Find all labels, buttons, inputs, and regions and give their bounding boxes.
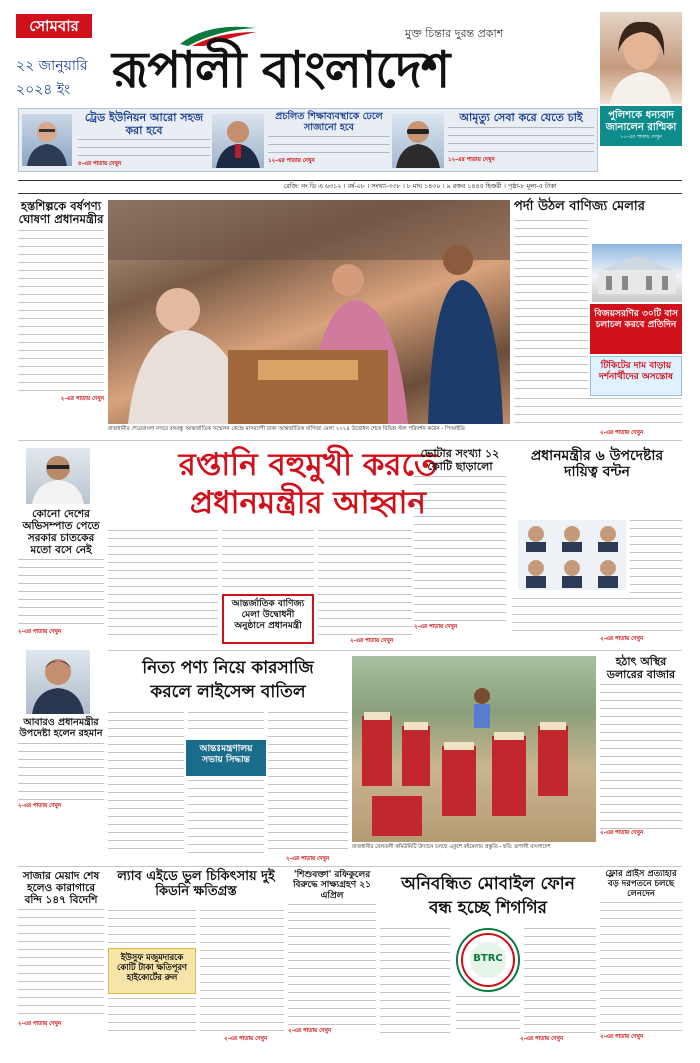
floor-price-title: ফ্লোর প্রাইস প্রত্যাহার বড় দরপতনে চলছে লেনদেন: [605, 869, 677, 899]
portrait-icon: [600, 12, 682, 104]
labaid-title: ল্যাব এইডে ভুল চিকিৎসায় দুই কিডনি ক্ষতিগ্রস্ত: [117, 869, 275, 899]
trade-fair-story[interactable]: [514, 200, 682, 215]
lead-box-title: আন্তর্জাতিক বাণিজ্য মেলা উদ্বোধনী অনুষ্ঠানে প্রধানমন্ত্রী: [231, 599, 305, 631]
date-line-1: ২২ জানুয়ারি: [16, 58, 88, 74]
shishubokta-story[interactable]: [288, 870, 376, 1036]
labaid-body-2: [108, 998, 196, 1034]
trade-fair-body: [514, 220, 588, 392]
advisers-body: [630, 520, 682, 594]
quader-story[interactable]: [18, 508, 104, 637]
rashmika-caption: পুলিশকে ধন্যবাদ জানালেন রাশ্মিকা: [605, 110, 677, 133]
teaser-2-photo: [212, 114, 264, 168]
portrait-grid-icon: [518, 520, 626, 590]
teaser-3-photo: [392, 114, 444, 168]
lead-more: ২-এর পাতায় দেখুন: [350, 638, 394, 644]
teaser-3[interactable]: [448, 112, 594, 165]
newspaper-logo: [112, 38, 557, 102]
building-icon: [592, 244, 682, 302]
trade-fair-title: পর্দা উঠল বাণিজ্য মেলার: [514, 199, 645, 214]
lead-title-1: রপ্তানি বহুমুখী করতে: [178, 447, 438, 483]
handicraft-more: ২-এর পাতায় দেখুন: [60, 396, 104, 403]
lead-body-3: [318, 530, 412, 636]
day-label: সোমবার: [29, 17, 79, 35]
teaser-2-more: ১২-এর পাতায় দেখুন: [268, 157, 315, 164]
teaser-1-photo: [22, 114, 72, 166]
licence-more: ২-এর পাতায় দেখুন: [286, 856, 330, 862]
licence-body-1: [108, 712, 184, 854]
licence-title-2: করলে লাইসেন্স বাতিল: [150, 682, 306, 702]
teaser-2[interactable]: [268, 112, 390, 166]
tagline-text: মুক্ত চিন্তার দুরন্ত প্রকাশ: [405, 27, 504, 40]
handicraft-title: হস্তশিল্পকে বর্ষপণ্য ঘোষণা প্রধানমন্ত্রীর: [18, 199, 104, 227]
labaid-box-title: ইউসুফ মজুমদারকে কোটি টাকা ক্ষতিপূরণ হাইকোর্টের রুল: [117, 952, 187, 982]
teaser-3-title: আমৃত্যু সেবা করে যেতে চাই: [459, 111, 583, 124]
info-bar: [18, 180, 682, 194]
bus-subhead-box: [590, 304, 682, 354]
shishubokta-title: 'শিশুবক্তা' রফিকুলের বিরুদ্ধে সাক্ষ্যগ্রহণ ২১ এপ্রিল: [292, 870, 372, 901]
book-fair-photo: [352, 656, 596, 842]
licence-title-1: নিত্য পণ্য নিয়ে কারসাজি: [142, 658, 314, 678]
mobile-title-1: অনিবন্ধিত মোবাইল ফোন: [401, 874, 575, 894]
voters-more: ২-এর পাতায় দেখুন: [414, 624, 458, 631]
voters-story[interactable]: [414, 448, 506, 632]
prison-more: ২-এর পাতায় দেখুন: [18, 1021, 62, 1028]
crowd-photo-icon: [108, 200, 510, 424]
divider: [18, 866, 682, 867]
teaser-2-title: প্রচলিত শিক্ষাব্যবস্থাকে ঢেলে সাজানো হবে: [275, 111, 383, 133]
floor-price-more: ২-এর পাতায় দেখুন: [600, 1034, 644, 1041]
salman-story[interactable]: [18, 718, 104, 811]
quader-title: কোনো দেশের অভিসম্পাত পেতে সরকার চাতকের মতো বসে নেই: [22, 508, 100, 557]
licence-headline[interactable]: [108, 656, 348, 704]
advisers-more: ২-এর পাতায় দেখুন: [600, 636, 644, 642]
teaser-1[interactable]: [78, 112, 210, 169]
licence-body-2a: [188, 712, 264, 736]
lead-title-2: প্রধানমন্ত্রীর আহ্বান: [189, 485, 427, 521]
rashmika-photo: [600, 12, 682, 104]
labaid-body-1: [108, 910, 196, 944]
bus-subhead: বিজয়সরণির ৩০টি বাস চলাচল করবে প্রতিদিন: [594, 309, 678, 330]
main-photo-caption: [108, 426, 510, 433]
trade-fair-more: ২-এর পাতায় দেখুন: [600, 430, 644, 436]
teaser-3-more: ১২-এর পাতায় দেখুন: [448, 156, 495, 163]
labaid-body-3: [200, 910, 284, 1034]
rashmika-more: ১০-এর পাতায় দেখুন: [620, 134, 662, 140]
shishubokta-more: ২-এর পাতায় দেখুন: [288, 1028, 332, 1035]
licence-box: [186, 740, 266, 776]
floor-price-story[interactable]: [600, 870, 682, 1042]
ticket-subhead: টিকিটের দাম বাড়ায় দর্শনার্থীদের অসন্তোষ: [599, 361, 673, 382]
licence-box-title: আন্তঃমন্ত্রণালয় সভায় সিদ্ধান্ত: [199, 744, 253, 765]
fair-photo-caption-text: রাজধানীর বেলতলী কমিউনিটি উদ্যানে চলছে একুশে বইমেলার প্রস্তুতি - ছবি: রূপালী বাংলাদেশ: [352, 844, 551, 850]
quader-more: ২-এর পাতায় দেখুন: [18, 629, 62, 636]
mobile-body-3: [456, 996, 520, 1034]
person-icon: [26, 448, 90, 504]
teaser-1-title: ট্রেড ইউনিয়ন আরো সহজ করা হবে: [84, 111, 204, 137]
btrc-logo: [456, 928, 520, 992]
lead-body-2: [222, 530, 314, 590]
date-block: [16, 54, 104, 102]
dollar-title: হঠাৎ অস্থির ডলারের বাজার: [606, 655, 676, 681]
info-bar-text: রেজি: নং ডি এ ৬৩১২ । বর্ষ-০৮ । সংখ্যা-৩৩৮ । ৮ মাঘ ১৪৩০ । ৯ রজব ১৪৪৫ হিজরী । পৃষ্ঠা-৮ মূল্য-৫ টাকা: [283, 183, 557, 190]
person-icon: [392, 114, 444, 168]
dollar-story[interactable]: [600, 656, 682, 838]
person-icon: [22, 114, 72, 166]
licence-body-2b: [188, 780, 264, 854]
main-photo-caption-text: রাজধানীর শেরেবাংলা নগরে বঙ্গবন্ধু আন্তর্জাতিক সম্মেলন কেন্দ্রে মাসব্যাপী ঢাকা আন্তর্জাতিক বাণিজ্য মেলা ২০২৪ উদ্বোধন শেষে বিভিন্ন স্টল পরিদর্শন করেন - পিআইডি: [108, 426, 465, 432]
divider: [108, 650, 682, 651]
fair-photo-caption: [352, 844, 596, 851]
advisers-title: প্রধানমন্ত্রীর ৬ উপদেষ্টার দায়িত্ব বন্টন: [530, 448, 664, 481]
prison-title: সাজার মেয়াদ শেষ হলেও কারাগারে বন্দি ১৪৭ বিদেশি: [22, 870, 100, 907]
lead-body-1: [108, 530, 218, 642]
lead-box: [222, 594, 314, 644]
fair-venue-photo: [592, 244, 682, 302]
date-line-2: ২০২৪ ইং: [16, 82, 71, 98]
mobile-headline[interactable]: [380, 872, 596, 920]
divider: [18, 440, 682, 441]
prison-story[interactable]: [18, 870, 104, 1029]
voters-title: ভোটার সংখ্যা ১২ কোটি ছাড়ালো: [420, 447, 500, 473]
advisers-body-2: [512, 598, 682, 634]
salman-more: ২-এর পাতায় দেখুন: [18, 802, 62, 809]
quader-photo: [26, 448, 90, 504]
mobile-body-1: [380, 928, 450, 1034]
advisers-photos: [518, 520, 626, 590]
person-icon: [212, 114, 264, 168]
mobile-title-2: বন্ধ হচ্ছে শিগগির: [428, 898, 548, 918]
btrc-logo-text: BTRC: [473, 953, 503, 964]
rashmika-caption-box: [600, 106, 682, 146]
mobile-body-2: [524, 928, 596, 1034]
handicraft-story[interactable]: [18, 200, 104, 404]
stalls-photo-icon: [352, 656, 596, 842]
salman-title: আবারও প্রধানমন্ত্রীর উপদেষ্টা হলেন রহমান: [19, 717, 103, 739]
teaser-1-more: ৫-এর পাতায় দেখুন: [78, 161, 122, 168]
trade-fair-main-photo: [108, 200, 510, 424]
person-icon: [26, 650, 90, 714]
day-badge: [16, 14, 92, 38]
labaid-more: ২-এর পাতায় দেখুন: [224, 1036, 268, 1042]
mobile-more: ২-এর পাতায় দেখুন: [520, 1036, 564, 1042]
licence-body-3: [268, 712, 348, 854]
trade-fair-body-2: [514, 398, 682, 428]
newspaper-title: রূপালী বাংলাদেশ: [112, 40, 450, 99]
dollar-more: ২-এর পাতায় দেখুন: [600, 830, 644, 837]
labaid-story[interactable]: [108, 870, 284, 900]
labaid-box: [108, 948, 196, 994]
advisers-story[interactable]: [512, 448, 682, 480]
ticket-subhead-box: [590, 356, 682, 396]
salman-photo: [26, 650, 90, 714]
